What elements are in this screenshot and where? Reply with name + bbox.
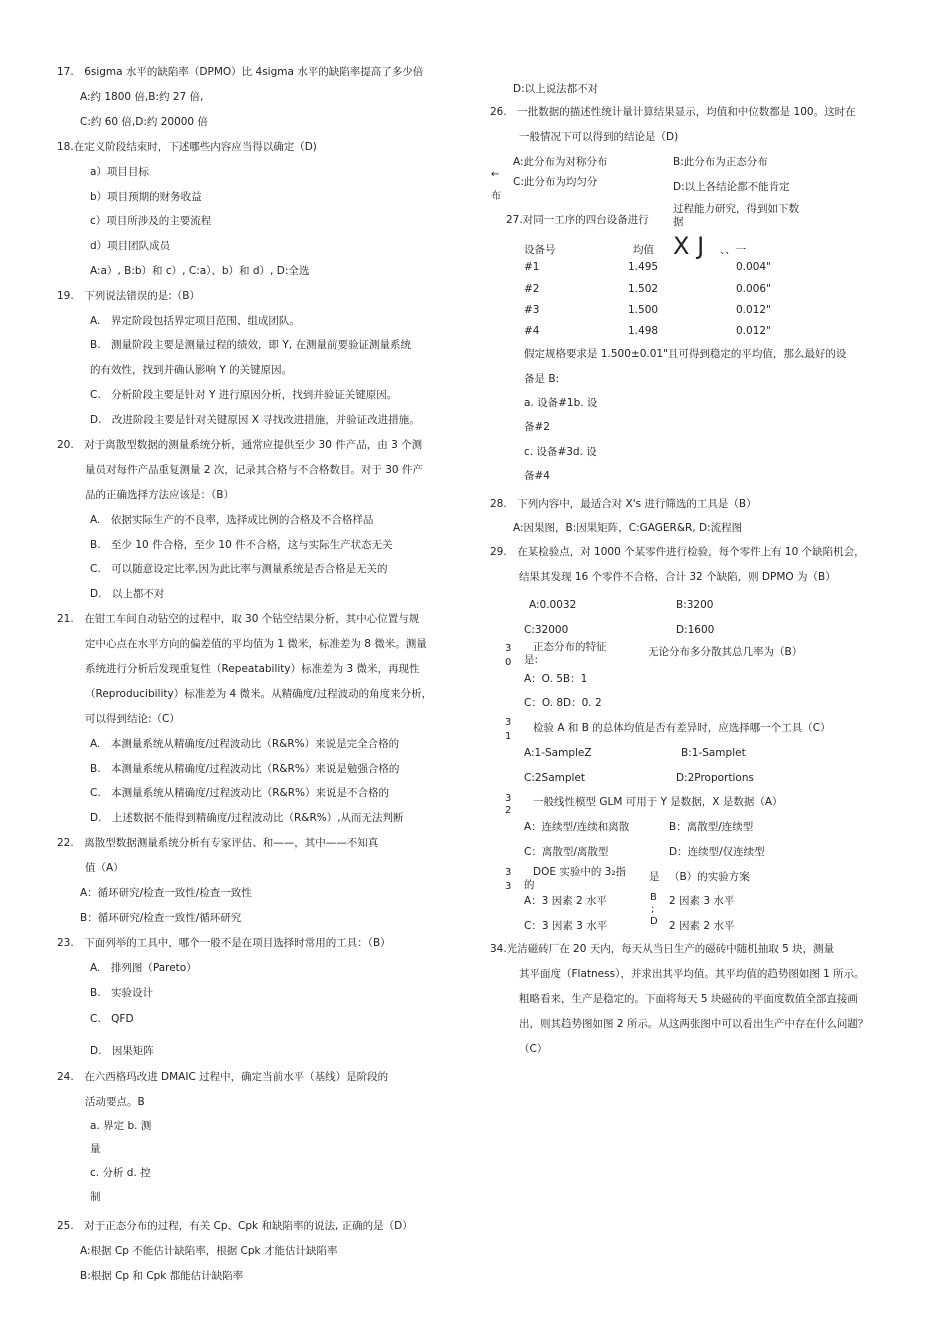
- q25-title: 25. 对于正态分布的过程，有关 Cp、Cpk 和缺陷率的说法, 正确的是（D）: [57, 1220, 413, 1232]
- q25-option-d: D:以上说法都不对: [513, 83, 599, 95]
- q32-number-2: 2: [505, 805, 512, 816]
- q18-item-b: b）项目预期的财务收益: [90, 191, 202, 203]
- q27-row4-device: #4: [524, 325, 540, 337]
- q21-line-2: 定中心点在水平方向的偏差值的平均值为 1 微米，标准差为 8 微米。测量: [85, 638, 427, 650]
- q31-number-1: 3: [505, 717, 512, 728]
- q29-line-1: 29. 在某检验点，对 1000 个某零件进行检验，每个零件上有 10 个缺陷机会，: [490, 546, 865, 558]
- q18-item-a: a）项目目标: [90, 166, 149, 178]
- q27-row3-value: 0.012": [736, 304, 771, 316]
- q22-line-1: 22. 离散型数据测量系统分析有专家评估、和——，其中——不知真: [57, 837, 379, 849]
- q20-option-a: A. 依据实际生产的不良率，选择成比例的合格及不合格样品: [90, 514, 374, 526]
- q33-option-d: 2 因素 2 水平: [669, 920, 735, 932]
- q21-line-1: 21. 在钳工车间自动钻空的过程中，取 30 个钻空结果分析，其中心位置与规: [57, 613, 420, 625]
- q29-option-c: C:32000: [524, 624, 569, 636]
- q21-line-3: 系统进行分析后发现重复性（Repeatability）标准差为 3 微米，再现性: [85, 663, 420, 675]
- q26-option-d: D:以上各结论都不能肯定: [673, 181, 790, 193]
- q31-number-2: 1: [505, 731, 512, 742]
- q30-number-2: 0: [505, 657, 512, 668]
- q32-option-c: C：离散型/离散型: [524, 846, 609, 858]
- q33-option-c: C：3 因素 3 水平: [524, 920, 608, 932]
- q32-option-d: D：连续型/仅连续型: [669, 846, 765, 858]
- q33-option-b-letter: B: [650, 892, 657, 903]
- q18-title: 18.在定义阶段结束时，下述哪些内容应当得以确定（D): [57, 141, 317, 153]
- q22-line-2: 值（A）: [85, 862, 124, 874]
- q33-option-b: 2 因素 3 水平: [669, 895, 735, 907]
- q30-options-cd: C：O. 8D：0. 2: [524, 697, 602, 709]
- q26-option-a: A:此分布为对称分布: [513, 156, 608, 168]
- q33-number-1: 3: [505, 867, 512, 878]
- q23-title: 23. 下面列举的工具中，哪个一般不是在项目选择时常用的工具：（B）: [57, 937, 391, 949]
- q19-option-d: D. 改进阶段主要是针对关键原因 X 寻找改进措施，并验证改进措施。: [90, 414, 420, 426]
- q23-option-d: D. 因果矩阵: [90, 1045, 154, 1057]
- q25-option-b: B:根据 Cp 和 Cpk 都能估计缺陷率: [80, 1270, 244, 1282]
- q20-option-b: B. 至少 10 件合格，至少 10 件不合格，这与实际生产状态无关: [90, 539, 393, 551]
- q32-option-a: A：连续型/连续和离散: [524, 821, 630, 833]
- q30-text-3: 无论分布多分散其总几率为（B）: [648, 646, 803, 658]
- q23-option-b: B. 实验设计: [90, 987, 154, 999]
- q26-line-2: 一般情况下可以得到的结论是（D): [519, 131, 679, 143]
- q34-line-3: 粗略看来，生产是稳定的。下面将每天 5 块磁砖的平面度数值全部直接画: [519, 993, 858, 1005]
- q24-option-c: c. 分析 d. 控: [90, 1167, 151, 1179]
- q18-item-d: d）项目团队成员: [90, 240, 171, 252]
- q30-number-1: 3: [505, 643, 512, 654]
- q24-option-a-wrap: 量: [90, 1143, 101, 1155]
- q22-option-a: A：循环研究/检查一致性/检查一致性: [80, 887, 252, 899]
- q27-row1-value: 0.004": [736, 261, 771, 273]
- q29-option-b: B:3200: [676, 599, 714, 611]
- q33-text-2: 的: [524, 879, 535, 891]
- q21-option-a: A. 本测量系统从精确度/过程波动比（R&R%）来说是完全合格的: [90, 738, 400, 750]
- q25-option-a: A:根据 Cp 不能估计缺陷率，根据 Cpk 才能估计缺陷率: [80, 1245, 338, 1257]
- q27-header-mean: 均值: [633, 244, 654, 256]
- q27-option-c-wrap: 备#4: [524, 470, 550, 482]
- q28-title: 28. 下列内容中，最适合对 X's 进行筛选的工具是（B）: [490, 498, 757, 510]
- q20-line-2: 量员对每件产品重复测量 2 次，记录其合格与不合格数目。对于 30 件产: [85, 464, 423, 476]
- q27-header-device: 设备号: [524, 244, 556, 256]
- q31-title: 检验 A 和 B 的总体均值是否有差异时，应选择哪一个工具（C）: [533, 722, 831, 734]
- q23-option-c: C. QFD: [90, 1013, 134, 1025]
- q34-line-2: 其平面度（Flatness），并求出其平均值。其平均值的趋势图如图 1 所示。: [519, 968, 865, 980]
- q30-options-ab: A：O. 5B：1: [524, 673, 588, 685]
- q27-option-a-wrap: 备#2: [524, 421, 550, 433]
- q26-line-1: 26. 一批数据的描述性统计量计算结果显示，均值和中位数都是 100。这时在: [490, 106, 856, 118]
- q27-option-c: c. 设备#3d. 设: [524, 446, 597, 458]
- q32-title: 一般线性模型 GLM 可用于 Y 是数据，X 是数据（A）: [533, 796, 783, 808]
- q27-row4-mean: 1.498: [628, 325, 659, 337]
- q17-options-2: C:约 60 倍,D:约 20000 倍: [80, 116, 208, 128]
- q27-row2-mean: 1.502: [628, 283, 659, 295]
- q31-option-a: A:1-SampleZ: [524, 747, 592, 759]
- q33-number-2: 3: [505, 881, 512, 892]
- q17-title: 17. 6sigma 水平的缺陷率（DPMO）比 4sigma 水平的缺陷率提高了多少倍: [57, 66, 424, 78]
- q32-number-1: 3: [505, 793, 512, 804]
- q27-row4-value: 0.012": [736, 325, 771, 337]
- q18-item-c: c）项目所涉及的主要流程: [90, 215, 212, 227]
- q19-option-b-2: 的有效性，找到并确认影响 Y 的关键原因。: [90, 364, 293, 376]
- q28-options: A:因果图，B:因果矩阵，C:GAGER&R, D:流程图: [513, 522, 743, 534]
- q27-row1-mean: 1.495: [628, 261, 659, 273]
- q24-line-2: 活动要点。B: [85, 1096, 145, 1108]
- q32-option-b: B：离散型/连续型: [669, 821, 754, 833]
- q27-option-a: a. 设备#1b. 设: [524, 397, 598, 409]
- q21-option-c: C. 本测量系统从精确度/过程波动比（R&R%）来说是不合格的: [90, 787, 389, 799]
- q34-line-1: 34.光洁磁砖厂在 20 天内，每天从当日生产的磁砖中随机抽取 5 块，测量: [490, 943, 835, 955]
- q31-option-c: C:2Samplet: [524, 772, 586, 784]
- q19-option-b-1: B. 测量阶段主要是测量过程的绩效，即 Y, 在测量前要验证测量系统: [90, 339, 411, 351]
- q23-option-a: A. 排列图（Pareto）: [90, 962, 197, 974]
- q21-option-b: B. 本测量系统从精确度/过程波动比（R&R%）来说是勉强合格的: [90, 763, 400, 775]
- q27-header-symbol: X J: [673, 232, 705, 260]
- q26-option-b: B:此分布为正态分布: [673, 156, 768, 168]
- q27-row2-device: #2: [524, 283, 540, 295]
- q27-row2-value: 0.006": [736, 283, 771, 295]
- q27-spec-1: 假定规格要求是 1.500±0.01"且可得到稳定的平均值，那么最好的设: [524, 348, 847, 360]
- q21-option-d: D. 上述数据不能得到精确度/过程波动比（R&R%）,从而无法判断: [90, 812, 404, 824]
- q20-line-3: 品的正确选择方法应该是：（B）: [85, 489, 234, 501]
- q19-option-c: C. 分析阶段主要是针对 Y 进行原因分析，找到并验证关键原因。: [90, 389, 398, 401]
- q24-line-1: 24. 在六西格玛改进 DMAIC 过程中，确定当前水平（基线）是阶段的: [57, 1071, 389, 1083]
- q19-title: 19. 下列说法错误的是:（B）: [57, 290, 200, 302]
- q34-line-4: 出，则其趋势图如图 2 所示。从这两张图中可以看出生产中存在什么问题？: [519, 1018, 869, 1030]
- q19-option-a: A. 界定阶段包括界定项目范围、组成团队。: [90, 315, 300, 327]
- q29-option-d: D:1600: [676, 624, 715, 636]
- q22-option-b: B：循环研究/检查一致性/循环研究: [80, 912, 242, 924]
- q33-text-4: （B）的实验方案: [669, 871, 750, 883]
- q24-option-a: a. 界定 b. 测: [90, 1120, 152, 1132]
- q17-options-1: A:约 1800 倍,B:约 27 倍,: [80, 91, 204, 103]
- q27-header-dots: 、、一: [720, 244, 747, 256]
- q29-line-2: 结果其发现 16 个零件不合格，合计 32 个缺陷，则 DPMO 为（B）: [519, 571, 836, 583]
- q24-option-c-wrap: 制: [90, 1191, 101, 1203]
- q30-text-2: 是:: [524, 654, 539, 666]
- q33-text-3: 是: [649, 871, 660, 883]
- q27-continuation-2: 据: [673, 216, 684, 228]
- q20-line-1: 20. 对于离散型数据的测量系统分析，通常应提供至少 30 件产品，由 3 个测: [57, 439, 423, 451]
- q21-line-4: （Reproducibility）标准差为 4 微米。从精确度/过程波动的角度来分析，: [85, 688, 433, 700]
- q27-row1-device: #1: [524, 261, 540, 273]
- q27-spec-2: 备是 B:: [524, 373, 560, 385]
- q21-line-5: 可以得到结论:（C）: [85, 713, 180, 725]
- q20-option-c: C. 可以随意设定比率,因为此比率与测量系统是否合格是无关的: [90, 563, 388, 575]
- q26-stray-char: 布: [491, 191, 501, 202]
- q33-option-d-letter: D: [650, 916, 658, 927]
- q26-stray-mark: ←: [491, 169, 500, 180]
- q33-text-1: DOE 实验中的 3₂指: [533, 866, 627, 878]
- q31-option-d: D:2Proportions: [676, 772, 754, 784]
- q26-option-c: C:此分布为均匀分: [513, 176, 598, 188]
- q29-option-a: A:0.0032: [529, 599, 577, 611]
- q33-option-b-semicolon: ;: [651, 904, 655, 915]
- q27-row3-mean: 1.500: [628, 304, 659, 316]
- q31-option-b: B:1-Samplet: [681, 747, 746, 759]
- q20-option-d: D. 以上都不对: [90, 588, 165, 600]
- q30-text-1: 正态分布的特征: [533, 641, 607, 653]
- q18-answers: A:a）, B:b）和 c）, C:a）、b）和 d）, D:全选: [90, 265, 310, 277]
- q27-row3-device: #3: [524, 304, 540, 316]
- q34-line-5: （C）: [519, 1043, 548, 1055]
- q27-continuation-1: 过程能力研究，得到如下数: [673, 203, 799, 215]
- q27-lead: 27.对同一工序的四台设备进行: [506, 214, 649, 226]
- q33-option-a: A：3 因素 2 水平: [524, 895, 608, 907]
